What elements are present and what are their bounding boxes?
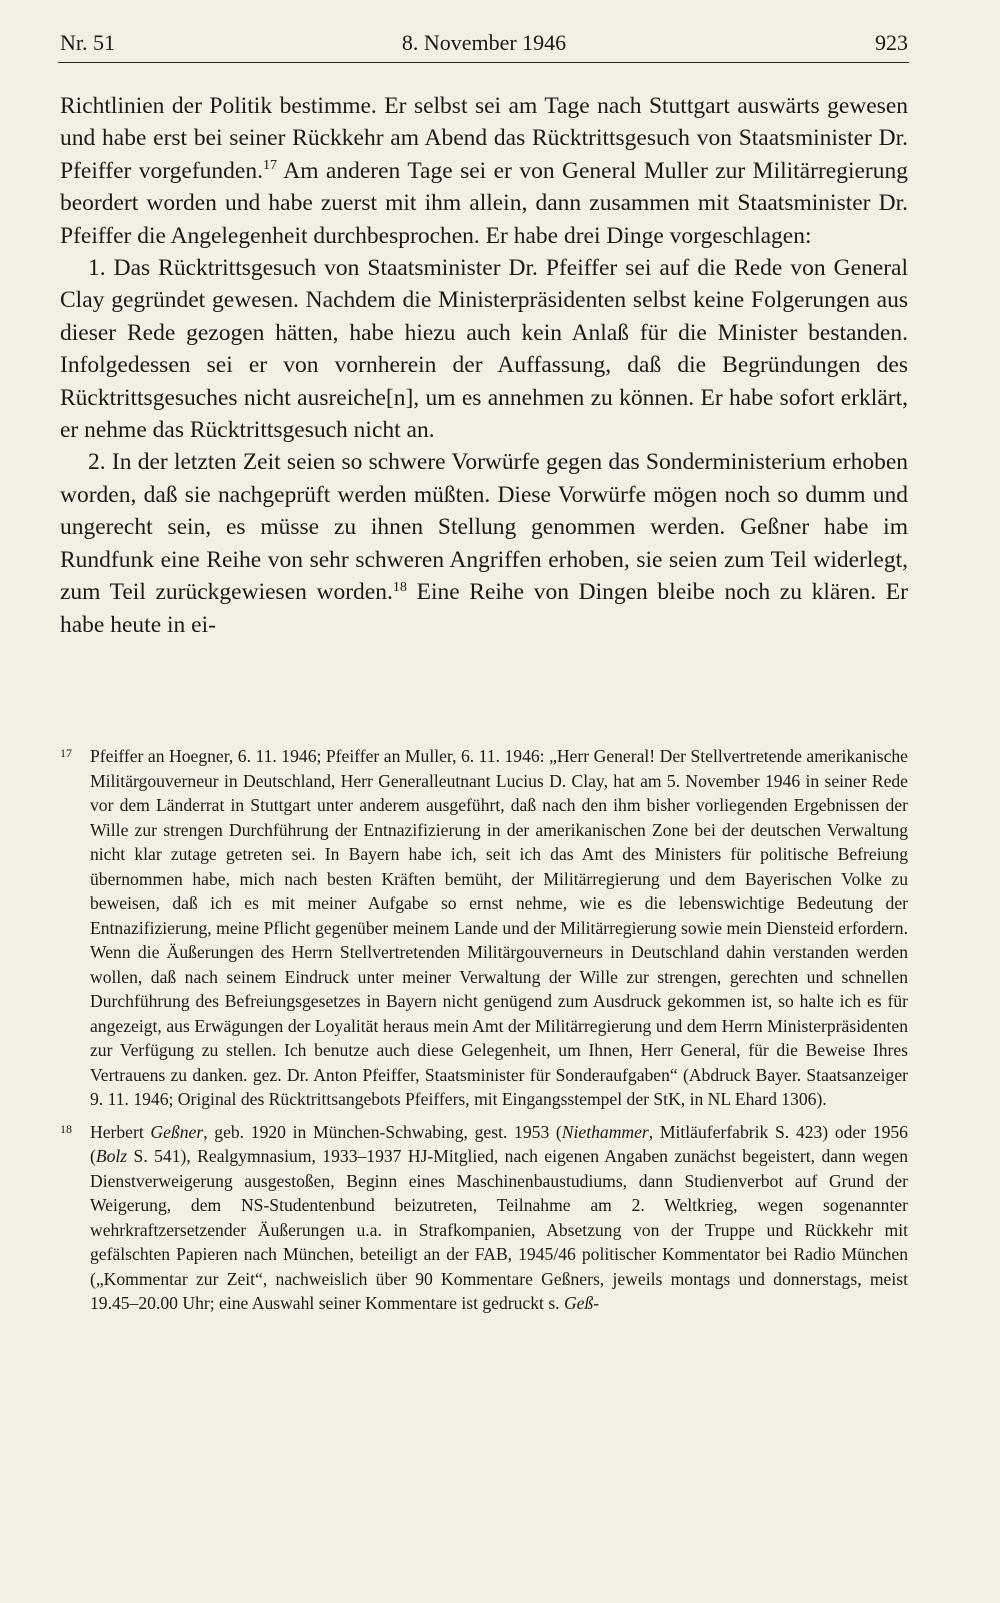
footnote-text-part: Herbert: [90, 1121, 151, 1142]
footnote-text-part: , Mitläuferfabrik S. 423) oder 1956 (: [90, 1121, 908, 1166]
paragraph-3-continuation: Eine Reihe von Dingen bleibe noch zu klären. Er habe heute in ei-: [60, 579, 908, 638]
paragraph-1: [60, 90, 908, 252]
page-number: 923: [875, 30, 908, 55]
footnote-ref-17[interactable]: 17: [263, 157, 278, 174]
footnote-ref-18[interactable]: 18: [392, 578, 407, 595]
footnote-number: 17: [60, 746, 72, 760]
paragraph-3-text: 2. In der letzten Zeit seien so schwere Vorwürfe gegen das Sonderministerium erhoben worden, daß sie nachgeprüft werden müßten. Diese Vorwürfe mögen noch so dumm und ungerecht sein, es müsse zu ihnen Stellung genommen werden. Geßner habe im Rundfunk eine Reihe von sehr schweren Angriffen erhoben, sie seien zum Teil widerlegt, zum Teil zurückgewiesen worden.: [60, 449, 908, 606]
paragraph-3: [60, 446, 908, 640]
footnote-text-part: , geb. 1920 in München-Schwabing, gest. 1953 (: [203, 1121, 562, 1142]
header-date: 8. November 1946: [401, 30, 567, 55]
issue-number: Nr. 51: [60, 30, 115, 55]
author-name: Geßner: [150, 1121, 204, 1142]
footnotes: [60, 744, 908, 1324]
header-rule: [58, 62, 909, 63]
footnote-number: 18: [60, 1121, 72, 1136]
cited-author: Bolz: [95, 1146, 128, 1166]
main-text: [60, 90, 908, 641]
paragraph-1-text: Richtlinien der Politik bestimme. Er selbst sei am Tage nach Stuttgart auswärts gewesen und habe erst bei seiner Rückkehr am Abend das Rücktrittsgesuch von Staatsminister Dr. Pfeiffer vorgefunden.: [60, 93, 908, 184]
footnote-text-part: S. 541), Realgymnasium, 1933–1937 HJ-Mitglied, nach eigenen Angaben zunächst begeistert, dann wegen Dienstverweigerung ausgestoßen, Beginn eines Maschinenbaustudiums, dann Studienverbot auf Grund der Weigerung, dem NS-Studentenbund beizutreten, Teilnahme am 2. Weltkrieg, wegen sogenannter wehrkraftzersetzender Äußerungen u.a. in Strafkompanien, Absetzung von der Truppe und Rückkehr mit gefälschten Papieren nach München, beteiligt an der FAB, 1945/46 politischer Kommentator bei Radio München („Kommentar zur Zeit“, nachweislich über 90 Kommentare Geßners, jeweils montags und donnerstags, meist 19.45–20.00 Uhr; eine Auswahl seiner Kommentare ist gedruckt s.: [90, 1146, 908, 1313]
running-header: [60, 28, 908, 60]
paragraph-1-continuation: Am anderen Tage sei er von General Muller zur Militärregierung beordert worden und habe zuerst mit ihm allein, dann zusammen mit Staatsminister Dr. Pfeiffer die Angelegenheit durchbesprochen. Er habe drei Dinge vorgeschlagen:: [60, 157, 908, 249]
footnote-17: [60, 744, 908, 1112]
footnote-text: Pfeiffer an Hoegner, 6. 11. 1946; Pfeiffer an Muller, 6. 11. 1946: „Herr General! Der Stellvertretende amerikanische Militärgouverneur in Deutschland, Herr Generalleutnant Lucius D. Clay, hat am 5. November 1946 in seiner Rede vor dem Länderrat in Stuttgart unter anderem ausgeführt, daß nach den ihm bisher vorliegenden Ergebnissen der Wille zur strengen Durchführung der Entnazifizierung in der amerikanischen Zone bei der deutschen Verwaltung nicht klar zutage getreten sei. In Bayern habe ich, seit ich das Amt des Ministers für politische Befreiung übernommen habe, mich nach besten Kräften bemüht, der Militärregierung und dem Bayerischen Volke zu beweisen, daß ich es mit meiner Aufgabe so ernst nehme, wie es die lebenswichtige Bedeutung der Entnazifizierung, meine Pflicht gegenüber meinem Lande und der Militärregierung sowie mein Diensteid erfordern. Wenn die Äußerungen des Herrn Stellvertretenden Militärgouverneurs in Deutschland dahin verstanden werden wollen, daß nach seinem Eindruck unter meiner Verwaltung der Wille zur strengen, gerechten und schnellen Durchführung des Befreiungsgesetzes in Bayern nicht genügend zum Ausdruck gekommen ist, so halte ich es für angezeigt, aus Erwägungen der Loyalität heraus mein Amt der Militärregierung und dem Herrn Ministerpräsidenten zur Verfügung zu stellen. Ich benutze auch diese Gelegenheit, um Ihnen, Herr General, für die Beweise Ihres Vertrauens zu danken. gez. Dr. Anton Pfeiffer, Staatsminister für Sonderaufgaben“ (Abdruck Bayer. Staatsanzeiger 9. 11. 1946; Original des Rücktrittsangebots Pfeiffers, mit Eingangsstempel der StK, in NL Ehard 1306).: [90, 746, 908, 1109]
cited-author: Niethammer: [561, 1121, 649, 1142]
author-name: Geß-: [563, 1293, 600, 1313]
paragraph-2: 1. Das Rücktrittsgesuch von Staatsminister Dr. Pfeiffer sei auf die Rede von General Clay gegründet gewesen. Nachdem die Ministerpräsidenten selbst keine Folgerungen aus dieser Rede gezogen hätten, habe hiezu auch kein Anlaß für die Minister bestanden. Infolgedessen sei er von vornherein der Auffassung, daß die Begründungen des Rücktrittsgesuches nicht ausreiche[n], um es annehmen zu können. Er habe sofort erklärt, er nehme das Rücktrittsgesuch nicht an.: [60, 255, 908, 444]
footnote-18: [60, 1120, 908, 1316]
